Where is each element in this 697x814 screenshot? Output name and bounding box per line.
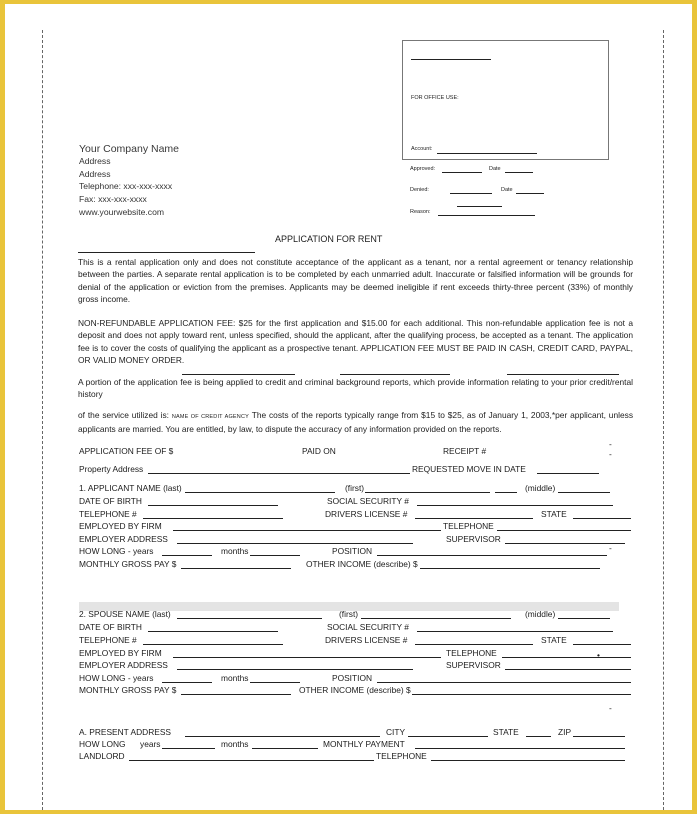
company-name: Your Company Name — [79, 143, 179, 155]
document-page — [5, 4, 692, 810]
spouse-ssn-label: SOCIAL SECURITY # — [327, 622, 409, 632]
margin-dash: - — [609, 543, 612, 553]
paragraph-background-reports: A portion of the application fee is being applied to credit and criminal background reports, which provide information relating to your prior credit/rental history — [78, 377, 633, 400]
office-account-line[interactable] — [437, 153, 537, 154]
spouse-first-line[interactable] — [361, 618, 511, 619]
spouse-other-income-label: OTHER INCOME (describe) $ — [299, 685, 411, 695]
spouse-first-label: (first) — [339, 609, 359, 619]
applicant-supervisor-label: SUPERVISOR — [446, 534, 501, 544]
spouse-months-line[interactable] — [250, 682, 300, 683]
applicant-months-label: months — [221, 546, 249, 556]
spouse-employer-label: EMPLOYED BY FIRM — [79, 648, 162, 658]
document-title: APPLICATION FOR RENT — [275, 234, 383, 244]
applicant-position-line[interactable] — [377, 555, 607, 556]
spouse-supervisor-label: SUPERVISOR — [446, 660, 501, 670]
applicant-other-income-line[interactable] — [420, 568, 600, 569]
applicant-middle-line[interactable] — [558, 492, 610, 493]
spouse-months-label: months — [221, 673, 249, 683]
spouse-emp-tel-line[interactable] — [502, 657, 631, 658]
office-top-line — [411, 59, 491, 60]
company-telephone: Telephone: xxx-xxx-xxxx — [79, 181, 173, 191]
company-fax: Fax: xxx-xxx-xxxx — [79, 194, 147, 204]
present-telephone-line[interactable] — [431, 760, 625, 761]
applicant-name-label: 1. APPLICANT NAME (last) — [79, 483, 182, 493]
present-years-line[interactable] — [162, 748, 215, 749]
present-zip-label: ZIP — [558, 727, 572, 737]
applicant-years-line[interactable] — [162, 555, 212, 556]
present-months-label: months — [221, 739, 249, 749]
office-use-box — [402, 40, 609, 160]
applicant-state-label: STATE — [541, 509, 567, 519]
office-date2-line[interactable] — [516, 193, 544, 194]
present-state-label: STATE — [493, 727, 519, 737]
applicant-other-income-label: OTHER INCOME (describe) $ — [306, 559, 418, 569]
company-address-2: Address — [79, 169, 111, 179]
present-address-line[interactable] — [185, 736, 380, 737]
applicant-emp-addr-line[interactable] — [177, 543, 413, 544]
applicant-last-line[interactable] — [185, 492, 335, 493]
spouse-dob-label: DATE OF BIRTH — [79, 622, 142, 632]
applicant-telephone-label: TELEPHONE # — [79, 509, 137, 519]
applicant-ssn-label: SOCIAL SECURITY # — [327, 496, 409, 506]
margin-dash: - — [609, 439, 612, 449]
spouse-drivers-label: DRIVERS LICENSE # — [325, 635, 408, 645]
applicant-middle-label: (middle) — [525, 483, 556, 493]
spouse-years-line[interactable] — [162, 682, 212, 683]
applicant-telephone-line[interactable] — [143, 518, 283, 519]
spouse-emp-tel-label: TELEPHONE — [446, 648, 497, 658]
spouse-employer-line[interactable] — [173, 657, 441, 658]
applicant-mid-gap-line[interactable] — [495, 492, 517, 493]
office-short-line — [457, 206, 502, 207]
applicant-months-line[interactable] — [250, 555, 300, 556]
present-zip-line[interactable] — [573, 736, 625, 737]
move-in-date-label: REQUESTED MOVE IN DATE — [412, 464, 526, 474]
spouse-how-long-label: HOW LONG - years — [79, 673, 154, 683]
office-date1-label: Date — [489, 166, 501, 172]
spouse-supervisor-line[interactable] — [505, 669, 631, 670]
title-underline — [78, 252, 255, 253]
property-address-line[interactable] — [148, 473, 410, 474]
present-address-label: A. PRESENT ADDRESS — [79, 727, 171, 737]
application-fee-label: APPLICATION FEE OF $ — [79, 446, 174, 456]
right-margin-dashed-line — [663, 30, 664, 810]
applicant-drivers-label: DRIVERS LICENSE # — [325, 509, 408, 519]
paragraph-application-fee: NON-REFUNDABLE APPLICATION FEE: $25 for the first application and $15.00 for each additional. This non-refundable application fee is not a deposit and does not apply toward rent, unless specified, should the applicant, after the qualifying process, be accepted as a tenant. The application fee is to cover the costs of qualifying the applicant as a prospective tenant. APPLICATION FEE MUST BE PAID IN CASH, CREDIT CARD, PAYPAL, OR VALID MONEY ORDER. — [78, 318, 633, 365]
credit-agency-name: NAME OF CREDIT AGENCY — [171, 414, 250, 420]
fee-line-2 — [340, 374, 450, 375]
fee-line-1 — [182, 374, 295, 375]
office-denied-label: Denied: — [410, 187, 429, 193]
office-approved-line[interactable] — [442, 172, 482, 173]
present-state-line[interactable] — [526, 736, 551, 737]
move-in-date-line[interactable] — [537, 473, 599, 474]
spouse-emp-addr-label: EMPLOYER ADDRESS — [79, 660, 168, 670]
spouse-telephone-line[interactable] — [143, 644, 283, 645]
applicant-gross-line[interactable] — [181, 568, 291, 569]
credit-agency-text-a: of the service utilized is: — [78, 410, 172, 420]
applicant-dob-line[interactable] — [148, 505, 278, 506]
applicant-emp-addr-label: EMPLOYER ADDRESS — [79, 534, 168, 544]
paid-on-label: PAID ON — [302, 446, 336, 456]
present-landlord-label: LANDLORD — [79, 751, 125, 761]
spouse-name-label: 2. SPOUSE NAME (last) — [79, 609, 171, 619]
fee-line-3 — [507, 374, 619, 375]
left-margin-dashed-line — [42, 30, 43, 810]
spouse-state-line[interactable] — [573, 644, 631, 645]
spouse-position-line[interactable] — [377, 682, 631, 683]
present-telephone-label: TELEPHONE — [376, 751, 427, 761]
present-landlord-line[interactable] — [129, 760, 374, 761]
present-city-line[interactable] — [408, 736, 488, 737]
applicant-position-label: POSITION — [332, 546, 373, 556]
applicant-dob-label: DATE OF BIRTH — [79, 496, 142, 506]
margin-dash: - — [609, 449, 612, 459]
spouse-drivers-line[interactable] — [415, 644, 533, 645]
spouse-emp-addr-line[interactable] — [177, 669, 413, 670]
applicant-state-line[interactable] — [573, 518, 631, 519]
applicant-employer-label: EMPLOYED BY FIRM — [79, 521, 162, 531]
present-how-long-label: HOW LONG — [79, 739, 126, 749]
applicant-first-line[interactable] — [365, 492, 490, 493]
office-account-label: Account: — [411, 146, 433, 152]
spouse-state-label: STATE — [541, 635, 567, 645]
office-approved-label: Approved: — [410, 166, 436, 172]
credit-agency-text-b: The costs of the reports typically range from $15 to $25, as of January 1, 2003,*per applicant, unless applicants are married. You are entitled, by law, to dispute the accuracy of any information provided on the reports. — [78, 410, 634, 435]
spouse-gross-line[interactable] — [181, 694, 291, 695]
applicant-emp-tel-label: TELEPHONE — [443, 521, 494, 531]
applicant-emp-tel-line[interactable] — [497, 530, 631, 531]
spouse-dob-line[interactable] — [148, 631, 278, 632]
applicant-supervisor-line[interactable] — [505, 543, 625, 544]
office-reason-label: Reason: — [410, 209, 431, 215]
applicant-first-label: (first) — [345, 483, 365, 493]
applicant-ssn-line[interactable] — [417, 505, 613, 506]
spouse-other-income-line[interactable] — [412, 694, 631, 695]
spouse-telephone-label: TELEPHONE # — [79, 635, 137, 645]
spouse-ssn-line[interactable] — [417, 631, 613, 632]
present-city-label: CITY — [386, 727, 406, 737]
office-reason-line[interactable] — [438, 215, 535, 216]
present-years-label: years — [140, 739, 161, 749]
applicant-employer-line[interactable] — [173, 530, 441, 531]
paragraph-credit-agency — [78, 409, 633, 436]
spouse-position-label: POSITION — [332, 673, 373, 683]
office-date2-label: Date — [501, 187, 513, 193]
margin-dot: • — [597, 650, 600, 660]
applicant-how-long-label: HOW LONG - years — [79, 546, 154, 556]
office-use-label: FOR OFFICE USE: — [411, 95, 459, 101]
spouse-last-line[interactable] — [177, 618, 322, 619]
office-denied-line[interactable] — [450, 193, 492, 194]
present-payment-line[interactable] — [415, 748, 625, 749]
applicant-gross-label: MONTHLY GROSS PAY $ — [79, 559, 177, 569]
office-date1-line[interactable] — [505, 172, 533, 173]
present-payment-label: MONTHLY PAYMENT — [323, 739, 405, 749]
company-address-1: Address — [79, 156, 111, 166]
company-website: www.yourwebsite.com — [79, 207, 165, 217]
receipt-label: RECEIPT # — [443, 446, 487, 456]
spouse-middle-line[interactable] — [558, 618, 610, 619]
property-address-label: Property Address — [79, 464, 144, 474]
spouse-gross-label: MONTHLY GROSS PAY $ — [79, 685, 177, 695]
applicant-drivers-line[interactable] — [415, 518, 533, 519]
spouse-middle-label: (middle) — [525, 609, 556, 619]
margin-dash: - — [609, 703, 612, 713]
paragraph-rental-terms: This is a rental application only and does not constitute acceptance of the applicant as a tenant, nor a rental agreement or tenancy relationship between the parties. A separate rental application is to be completed by each unmarried adult. Inaccurate or falsified information will be grounds for denial of the application or eviction from the premises. Applicants may be deemed ineligible if rent exceeds thirty-three percent (33%) of monthly gross income. — [78, 257, 633, 304]
present-months-line[interactable] — [252, 748, 318, 749]
